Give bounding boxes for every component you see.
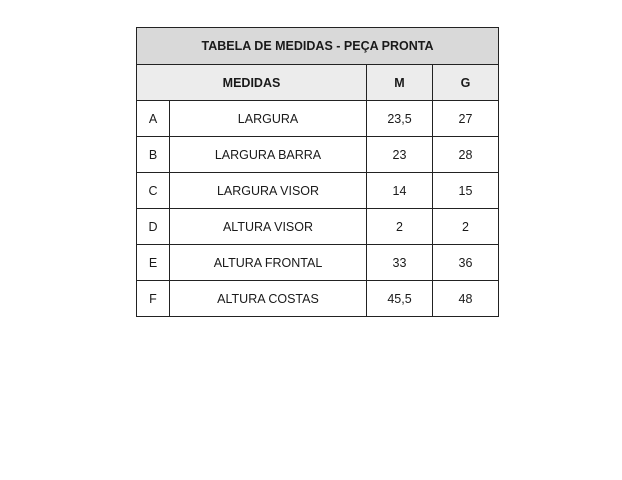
row-letter: C	[137, 173, 170, 209]
size-table	[136, 27, 499, 317]
row-letter: D	[137, 209, 170, 245]
row-value-m: 14	[367, 173, 433, 209]
row-value-g: 27	[433, 101, 499, 137]
row-value-g: 2	[433, 209, 499, 245]
row-value-m: 45,5	[367, 281, 433, 317]
table-row	[137, 101, 499, 137]
row-measure-name: LARGURA	[170, 101, 367, 137]
table-header-row	[137, 65, 499, 101]
row-measure-name: ALTURA COSTAS	[170, 281, 367, 317]
row-value-g: 15	[433, 173, 499, 209]
row-value-g: 36	[433, 245, 499, 281]
table-row	[137, 173, 499, 209]
header-size-g: G	[433, 65, 499, 101]
row-value-g: 48	[433, 281, 499, 317]
header-size-m: M	[367, 65, 433, 101]
row-letter: F	[137, 281, 170, 317]
row-value-m: 23,5	[367, 101, 433, 137]
header-medidas: MEDIDAS	[137, 65, 367, 101]
table-title: TABELA DE MEDIDAS - PEÇA PRONTA	[137, 28, 499, 65]
row-letter: E	[137, 245, 170, 281]
table-title-row	[137, 28, 499, 65]
row-measure-name: ALTURA FRONTAL	[170, 245, 367, 281]
row-measure-name: ALTURA VISOR	[170, 209, 367, 245]
row-letter: B	[137, 137, 170, 173]
row-measure-name: LARGURA VISOR	[170, 173, 367, 209]
row-value-m: 2	[367, 209, 433, 245]
row-letter: A	[137, 101, 170, 137]
table-row	[137, 245, 499, 281]
table-row	[137, 137, 499, 173]
row-value-g: 28	[433, 137, 499, 173]
row-measure-name: LARGURA BARRA	[170, 137, 367, 173]
row-value-m: 33	[367, 245, 433, 281]
table-row	[137, 209, 499, 245]
table-row	[137, 281, 499, 317]
row-value-m: 23	[367, 137, 433, 173]
